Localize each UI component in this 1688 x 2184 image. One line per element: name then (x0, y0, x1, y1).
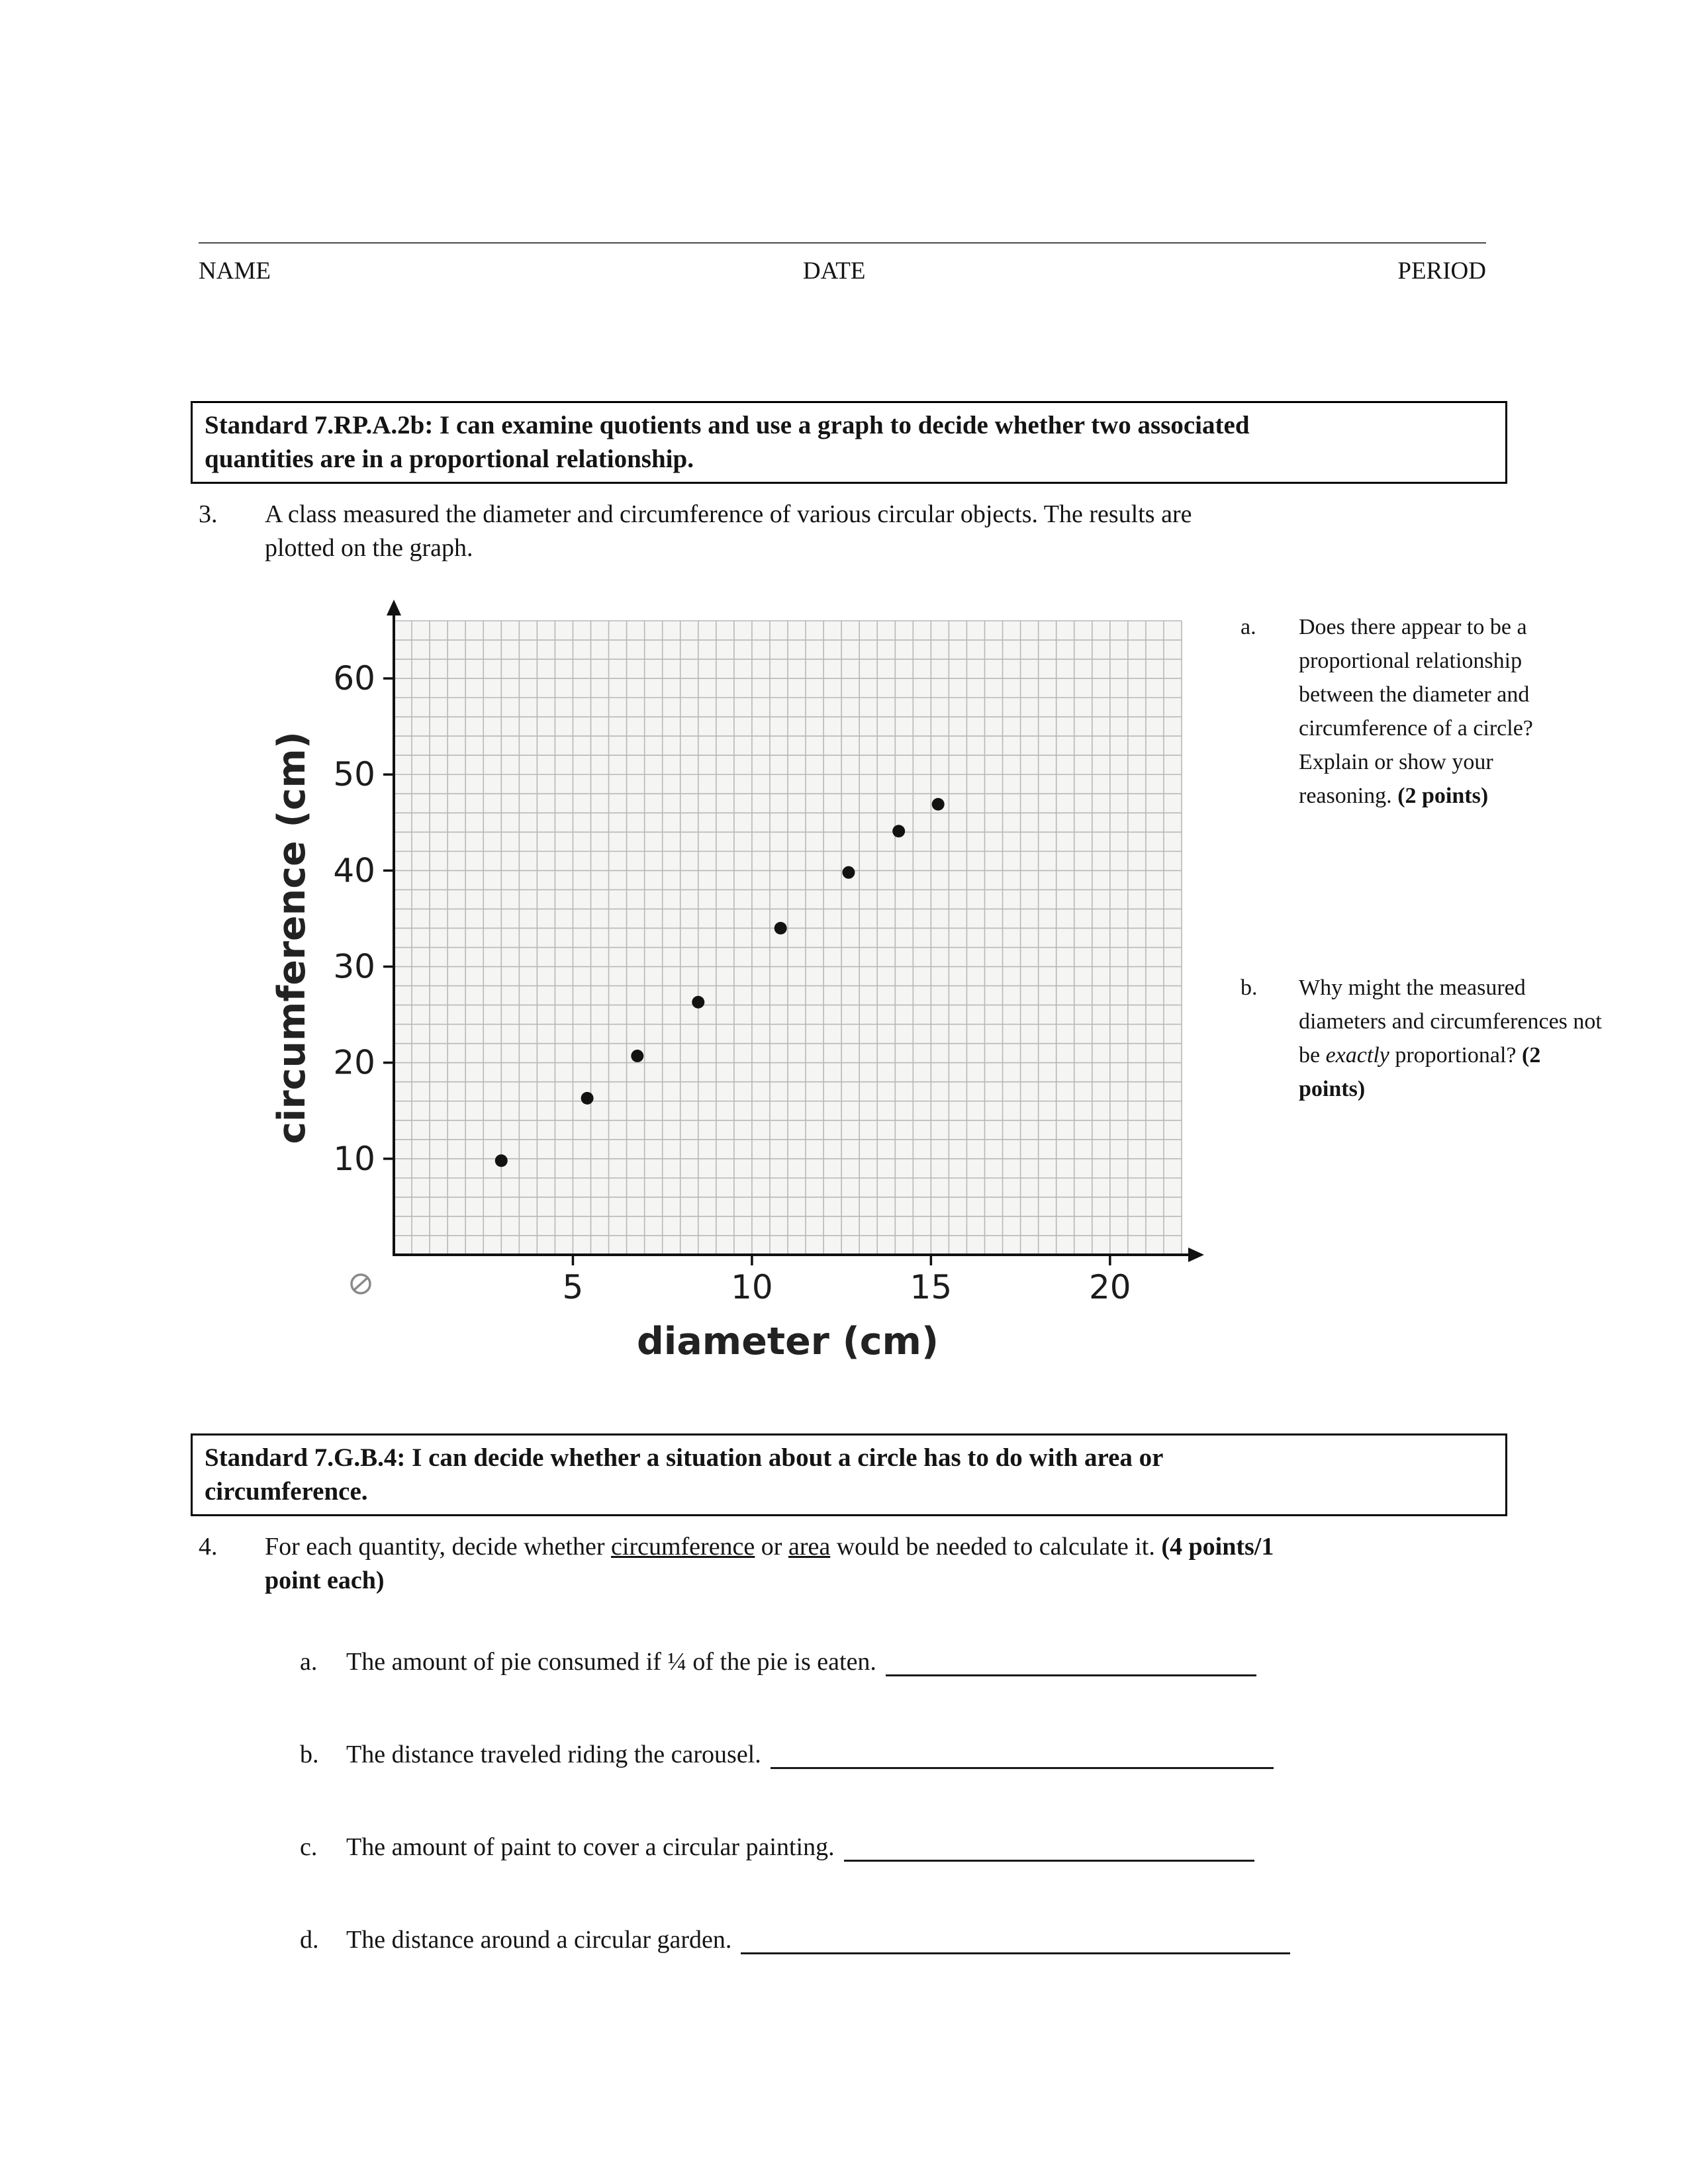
item-b-label: b. (300, 1740, 319, 1768)
list-item (300, 1831, 1290, 1864)
list-item (300, 1923, 1290, 1957)
item-d-label: d. (300, 1925, 319, 1954)
data-point (581, 1092, 594, 1105)
header (199, 242, 1486, 285)
question-4-circumference: circumference (611, 1533, 755, 1561)
date-label: DATE (802, 257, 866, 285)
period-label: PERIOD (1397, 257, 1486, 285)
data-point (892, 825, 905, 837)
item-c-body: The amount of paint to cover a circular painting. (346, 1833, 835, 1861)
x-tick-label: 20 (1089, 1268, 1131, 1306)
figure (238, 591, 1231, 1382)
data-point (631, 1050, 643, 1062)
question-3 (199, 498, 1258, 565)
x-tick-label: 5 (562, 1268, 584, 1306)
data-point (495, 1154, 508, 1167)
y-tick-label: 10 (333, 1139, 375, 1178)
question-3-text: A class measured the diameter and circumference of various circular objects. The results are plotted on the graph. (265, 500, 1192, 562)
question-4-mid: or (755, 1533, 788, 1561)
item-c-text (346, 1831, 1254, 1864)
question-4-number: 4. (199, 1533, 218, 1561)
y-tick-label: 50 (333, 755, 375, 794)
x-tick-label: 15 (910, 1268, 953, 1306)
question-3b-points: (2 points) (1299, 1043, 1541, 1101)
question-3a (1241, 610, 1585, 813)
question-3a-body: Does there appear to be a proportional relationship between the diameter and circumference of a circle? Explain or show your reasoning. (1299, 615, 1533, 808)
name-label: NAME (199, 257, 271, 285)
data-point (774, 922, 787, 934)
question-3b-label: b. (1241, 976, 1258, 1000)
question-4-items (300, 1645, 1290, 1957)
question-4-head (199, 1530, 1290, 1598)
y-tick-label: 60 (333, 659, 375, 698)
question-3-number: 3. (199, 500, 218, 528)
x-tick-label: 10 (731, 1268, 773, 1306)
question-3a-text (1299, 610, 1585, 813)
y-tick-label: 40 (333, 851, 375, 890)
item-a-text (346, 1645, 1256, 1679)
item-a-body: The amount of pie consumed if ¼ of the pie is eaten. (346, 1647, 876, 1676)
question-4-pre: For each quantity, decide whether (265, 1533, 612, 1561)
answer-blank (741, 1926, 1290, 1954)
item-b-text (346, 1738, 1274, 1772)
question-3b-exactly: exactly (1325, 1043, 1389, 1068)
origin-zero-icon (353, 1277, 368, 1291)
question-4-area: area (788, 1533, 831, 1561)
standard-box-7rpa2b (191, 401, 1507, 484)
answer-blank (771, 1741, 1274, 1769)
data-point (932, 798, 945, 811)
data-point (692, 996, 704, 1009)
standard-text: Standard 7.G.B.4: I can decide whether a situation about a circle has to do with area or circumference. (205, 1443, 1163, 1506)
x-axis-title: diameter (cm) (637, 1320, 939, 1363)
question-3b-pre: Why might the measured diameters and circumferences not be (1299, 976, 1602, 1068)
item-d-body: The distance around a circular garden. (346, 1925, 732, 1954)
question-3b (1241, 971, 1611, 1106)
standard-text: Standard 7.RP.A.2b: I can examine quotients and use a graph to decide whether two associated quantities are in a proportional relationship. (205, 411, 1250, 474)
list-item (300, 1738, 1290, 1772)
question-4-points: (4 points/1 point each) (265, 1533, 1274, 1594)
answer-blank (844, 1833, 1254, 1862)
y-axis-title: circumference (cm) (270, 731, 314, 1144)
item-a-label: a. (300, 1647, 318, 1676)
y-tick-label: 20 (333, 1043, 375, 1082)
question-3b-post: proportional? (1389, 1043, 1523, 1068)
question-4-post: would be needed to calculate it. (830, 1533, 1162, 1561)
question-4 (199, 1530, 1290, 2015)
list-item (300, 1645, 1290, 1679)
item-d-text (346, 1923, 1290, 1957)
question-4-text (265, 1530, 1284, 1598)
question-3b-text (1299, 971, 1611, 1106)
item-c-label: c. (300, 1833, 318, 1861)
answer-blank (886, 1648, 1256, 1676)
x-axis-arrow-icon (1188, 1248, 1204, 1262)
scatter-plot (238, 591, 1231, 1379)
question-3a-label: a. (1241, 615, 1256, 639)
y-tick-label: 30 (333, 947, 375, 986)
y-axis-arrow-icon (387, 600, 401, 615)
data-point (842, 866, 855, 879)
question-3a-points: (2 points) (1397, 784, 1489, 808)
standard-box-7gb4 (191, 1433, 1507, 1516)
item-b-body: The distance traveled riding the carousel. (346, 1740, 761, 1768)
